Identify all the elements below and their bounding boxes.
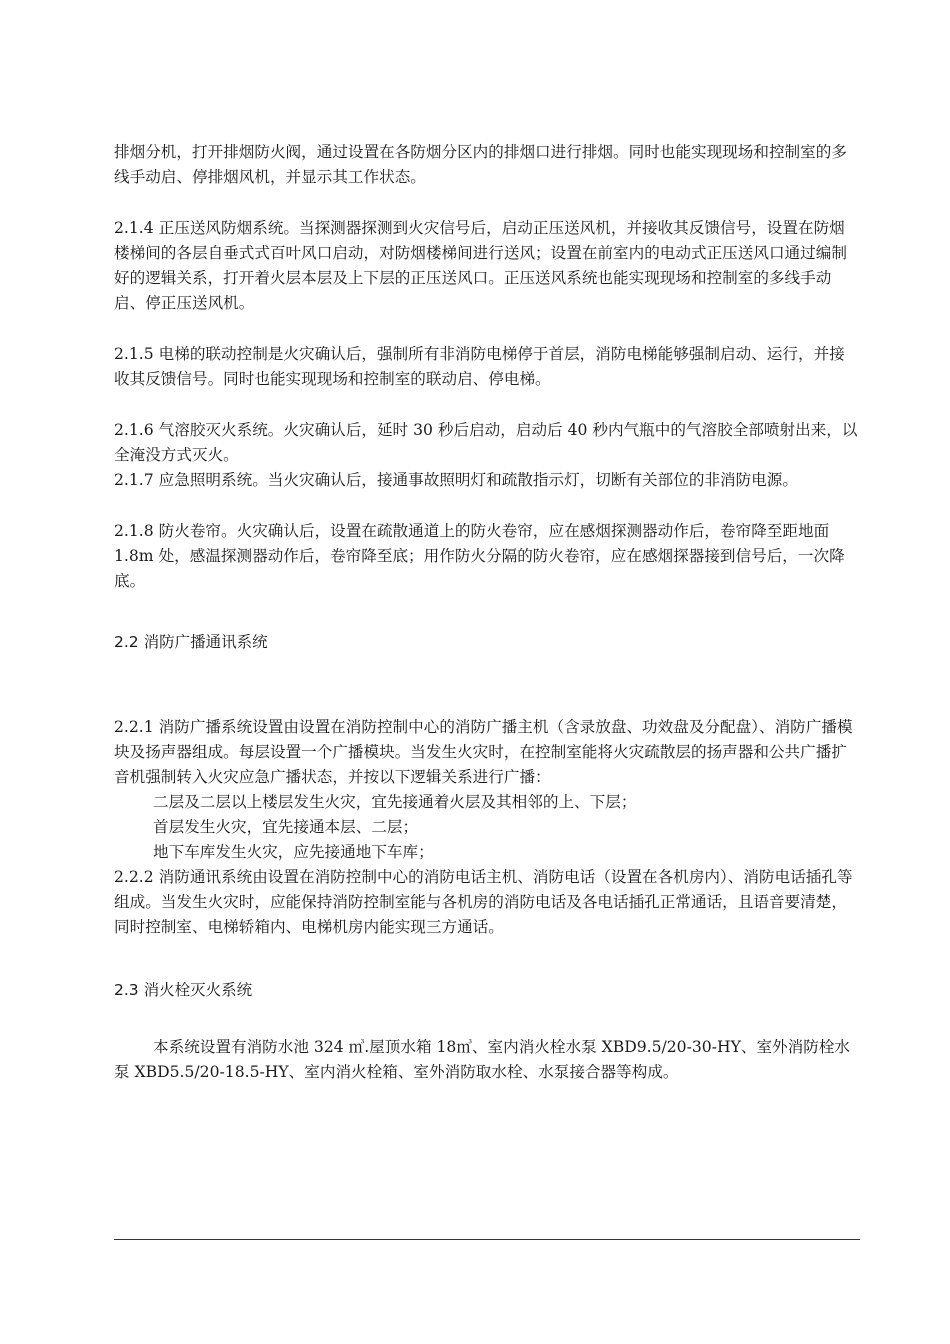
paragraph-2-1-6: 2.1.6 气溶胶灭火系统。火灾确认后，延时 30 秒后启动，启动后 40 秒内气瓶中的气溶胶全部喷射出来，以全淹没方式灭火。 bbox=[114, 421, 858, 464]
section-heading-2-2: 2.2 消防广播通讯系统 bbox=[114, 633, 268, 651]
list-item: 地下车库发生火灾，应先接通地下车库； bbox=[153, 843, 434, 861]
list-item: 二层及二层以上楼层发生火灾，宜先接通着火层及其相邻的上、下层； bbox=[153, 793, 637, 811]
document-body bbox=[114, 140, 860, 1085]
paragraph-2-2-1: 2.2.1 消防广播系统设置由设置在消防控制中心的消防广播主机（含录放盘、功效盘及分配盘）、消防广播模块及扬声器组成。每层设置一个广播模块。当发生火灾时，在控制室能将火灾疏散层的扬声器和公共广播扩音机强制转入火灾应急广播状态，并按以下逻辑关系进行广播： bbox=[114, 718, 853, 786]
section-heading-2-3: 2.3 消火栓灭火系统 bbox=[114, 981, 253, 999]
paragraph-2-1-5: 2.1.5 电梯的联动控制是火灾确认后，强制所有非消防电梯停于首层，消防电梯能够强制启动、运行，并接收其反馈信号。同时也能实现现场和控制室的联动启、停电梯。 bbox=[114, 345, 845, 388]
list-item: 首层发生火灾，宜先接通本层、二层； bbox=[153, 818, 419, 836]
paragraph-2-2-2: 2.2.2 消防通讯系统由设置在消防控制中心的消防电话主机、消防电话（设置在各机房内）、消防电话插孔等组成。当发生火灾时，应能保持消防控制室能与各机房的消防电话及各电话插孔正常通话，且语音要清楚，同时控制室、电梯轿箱内、电梯机房内能实现三方通话。 bbox=[114, 868, 853, 936]
paragraph-2-1-7: 2.1.7 应急照明系统。当火灾确认后，接通事故照明灯和疏散指示灯，切断有关部位的非消防电源。 bbox=[114, 471, 798, 489]
paragraph-2-1-4: 2.1.4 正压送风防烟系统。当探测器探测到火灾信号后，启动正压送风机，并接收其反馈信号，设置在防烟楼梯间的各层自垂式式百叶风口启动，对防烟楼梯间进行送风；设置在前室内的电动式正压送风口通过编制好的逻辑关系，打开着火层本层及上下层的正压送风口。正压送风系统也能实现现场和控制室的多线手动启、停正压送风机。 bbox=[114, 219, 847, 312]
footer-divider bbox=[114, 1239, 860, 1240]
paragraph-2-1-8: 2.1.8 防火卷帘。火灾确认后，设置在疏散通道上的防火卷帘，应在感烟探测器动作后，卷帘降至距地面 1.8m 处，感温探测器动作后，卷帘降至底；用作防火分隔的防火卷帘，应在感烟探器接到信号后，一次降底。 bbox=[114, 522, 845, 590]
paragraph-intro: 排烟分机，打开排烟防火阀，通过设置在各防烟分区内的排烟口进行排烟。同时也能实现现场和控制室的多线手动启、停排烟风机，并显示其工作状态。 bbox=[114, 143, 847, 186]
paragraph-2-3: 本系统设置有消防水池 324 ㎥.屋顶水箱 18㎥、室内消火栓水泵 XBD9.5/20-30-HY、室外消防栓水泵 XBD5.5/20-18.5-HY、室内消火栓箱、室外消防取水栓、水泵接合器等构成。 bbox=[114, 1038, 851, 1081]
